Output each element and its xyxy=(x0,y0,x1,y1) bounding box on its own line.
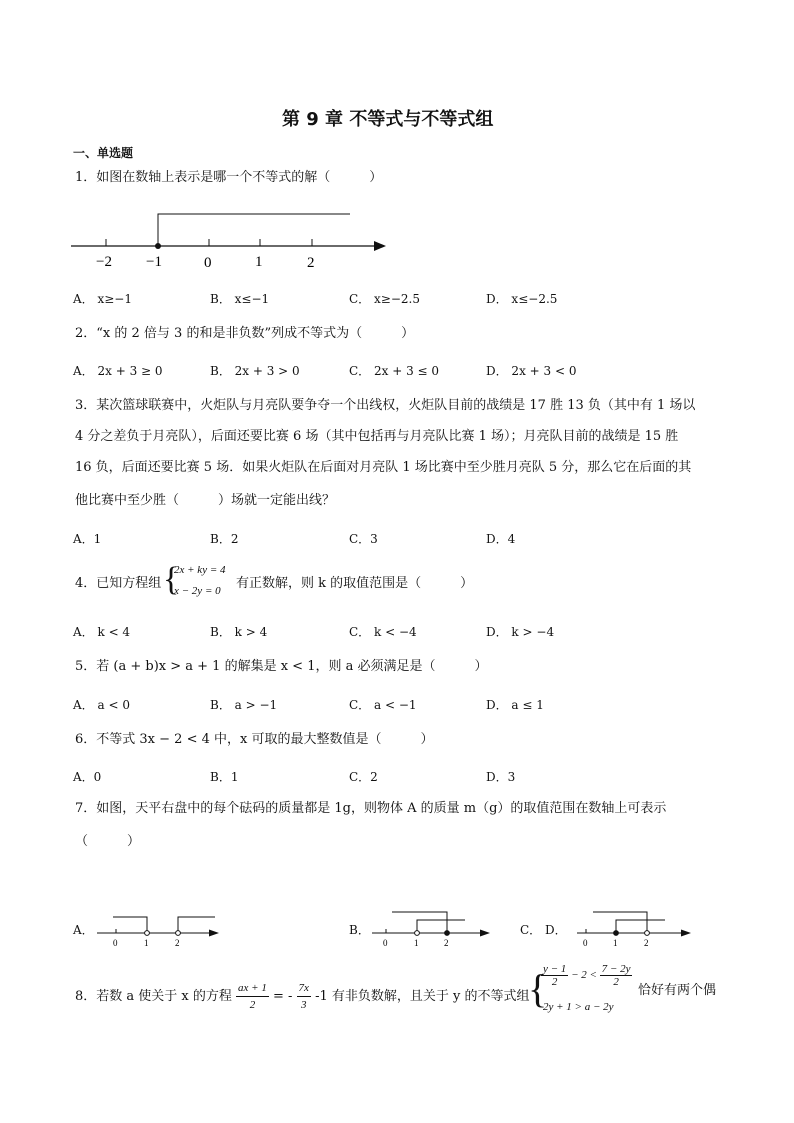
q3-option-b[interactable]: B．2 xyxy=(210,532,239,546)
q7-option-b-label[interactable]: B． xyxy=(349,923,370,937)
q4-option-c[interactable]: C． k < −4 xyxy=(349,625,417,639)
question-6-text: 6．不等式 3x − 2 < 4 中，x 可取的最大整数值是（ ） xyxy=(75,732,434,747)
q8-frac1-den: 2 xyxy=(249,999,256,1011)
q1-label: 2 xyxy=(307,255,315,271)
q8-part-1: 8．若数 a 使关于 x 的方程 xyxy=(75,989,232,1004)
q6-option-c[interactable]: C．2 xyxy=(349,770,378,784)
question-3-line: 他比赛中至少胜（ ）场就一定能出线？ xyxy=(75,493,336,508)
q7-option-cd-labels[interactable]: C． D． xyxy=(520,923,567,937)
q7-option-d-number-line[interactable] xyxy=(575,906,700,948)
q2-option-c[interactable]: C． 2x + 3 ≤ 0 xyxy=(349,364,440,378)
question-3-line: 3．某次篮球联赛中，火炬队与月亮队要争夺一个出线权，火炬队目前的战绩是 17 胜 13 负（其中有 1 场以 xyxy=(75,398,696,413)
q1-label: 1 xyxy=(255,254,263,270)
q7-option-a-label[interactable]: A． xyxy=(73,923,94,937)
q1-option-c[interactable]: C． x≥−2.5 xyxy=(349,292,420,306)
q5-option-c[interactable]: C． a < −1 xyxy=(349,698,417,712)
q5-option-a[interactable]: A． a < 0 xyxy=(73,698,130,712)
q1-label: −1 xyxy=(146,254,162,270)
q4-option-a[interactable]: A． k < 4 xyxy=(73,625,131,639)
q7-option-b-number-line[interactable] xyxy=(370,908,495,948)
q7-b-label: 2 xyxy=(444,938,449,948)
q7-a-label: 1 xyxy=(144,938,149,948)
q4-option-d[interactable]: D． k > −4 xyxy=(486,625,555,639)
q6-option-a[interactable]: A．0 xyxy=(73,770,102,784)
question-5-text: 5．若 (a + b)x > a + 1 的解集是 x < 1，则 a 必须满足是（ ） xyxy=(75,659,488,674)
q4-option-b[interactable]: B． k > 4 xyxy=(210,625,268,639)
q1-axis-arrow xyxy=(374,241,386,251)
q8-fraction-1 xyxy=(236,980,269,1013)
question-8-start xyxy=(75,980,529,1013)
q4-equation-1: 2x + ky = 4 xyxy=(174,564,226,576)
q3-option-c[interactable]: C．3 xyxy=(349,532,378,546)
q8-inequality-1 xyxy=(541,963,632,988)
q1-number-line xyxy=(68,208,398,272)
q3-option-a[interactable]: A．1 xyxy=(73,532,102,546)
q8-system-brace: { xyxy=(528,966,548,1011)
q8-s1-mid: − 2 < xyxy=(571,969,597,982)
q8-fraction-2 xyxy=(297,980,311,1013)
q1-option-a[interactable]: A． x≥−1 xyxy=(73,292,132,306)
q4-equation-2: x − 2y = 0 xyxy=(174,585,221,597)
page-title: 第 9 章 不等式与不等式组 xyxy=(282,109,494,130)
q1-label: 0 xyxy=(204,255,212,271)
q1-solution-ray xyxy=(158,214,350,246)
q8-s1b-den: 2 xyxy=(613,976,619,988)
q7-d-label: 0 xyxy=(583,938,588,948)
q8-eq-mid: = - xyxy=(272,989,293,1004)
q4-system-brace: { xyxy=(163,561,180,598)
q7-b-label: 0 xyxy=(383,938,388,948)
q2-option-d[interactable]: D． 2x + 3 < 0 xyxy=(486,364,577,378)
q7-a-label: 0 xyxy=(113,938,118,948)
q6-option-b[interactable]: B．1 xyxy=(210,770,239,784)
q8-inequality-2: 2y + 1 > a − 2y xyxy=(543,1001,614,1013)
q7-a-label: 2 xyxy=(175,938,180,948)
question-1-text: 1．如图在数轴上表示是哪一个不等式的解（ ） xyxy=(75,170,383,185)
q6-option-d[interactable]: D．3 xyxy=(486,770,516,784)
q2-option-a[interactable]: A． 2x + 3 ≥ 0 xyxy=(73,364,163,378)
question-2-text: 2．“x 的 2 倍与 3 的和是非负数”列成不等式为（ ） xyxy=(75,326,415,341)
q1-label: −2 xyxy=(96,254,112,270)
q8-frac2-den: 3 xyxy=(300,999,307,1011)
question-3-line: 4 分之差负于月亮队），后面还要比赛 6 场（其中包括再与月亮队比赛 1 场）；月亮队目前的战绩是 15 胜 xyxy=(75,429,679,444)
question-4-prefix: 4．已知方程组 xyxy=(75,576,162,591)
q1-solid-point xyxy=(155,243,161,249)
question-8-end: 恰好有两个偶 xyxy=(638,983,717,998)
q7-d-label: 2 xyxy=(644,938,649,948)
question-3-line: 16 负，后面还要比赛 5 场．如果火炬队在后面对月亮队 1 场比赛中至少胜月亮队 5 分，那么它在后面的其 xyxy=(75,460,692,475)
q8-s1a-num: y − 1 xyxy=(543,963,567,975)
q1-option-b[interactable]: B． x≤−1 xyxy=(210,292,270,306)
q3-option-d[interactable]: D．4 xyxy=(486,532,516,546)
q8-frac2-num: 7x xyxy=(297,980,311,997)
question-7-line-1: 7．如图，天平右盘中的每个砝码的质量都是 1g，则物体 A 的质量 m（g）的取值范围在数轴上可表示 xyxy=(75,801,667,816)
q7-option-a-number-line[interactable] xyxy=(95,910,225,948)
q8-frac1-num: ax + 1 xyxy=(236,980,269,997)
q5-option-b[interactable]: B． a > −1 xyxy=(210,698,278,712)
q8-part-2: -1 有非负数解，且关于 y 的不等式组 xyxy=(315,989,530,1004)
section-heading: 一、单选题 xyxy=(73,146,134,160)
question-4-suffix: 有正数解，则 k 的取值范围是（ ） xyxy=(236,576,474,591)
q5-option-d[interactable]: D． a ≤ 1 xyxy=(486,698,544,712)
q7-d-label: 1 xyxy=(613,938,618,948)
q7-b-label: 1 xyxy=(414,938,419,948)
question-7-line-2: （ ） xyxy=(75,834,141,849)
q1-option-d[interactable]: D． x≤−2.5 xyxy=(486,292,558,306)
q2-option-b[interactable]: B． 2x + 3 > 0 xyxy=(210,364,300,378)
q8-s1b-num: 7 − 2y xyxy=(601,963,631,975)
q8-s1a-den: 2 xyxy=(551,976,558,988)
